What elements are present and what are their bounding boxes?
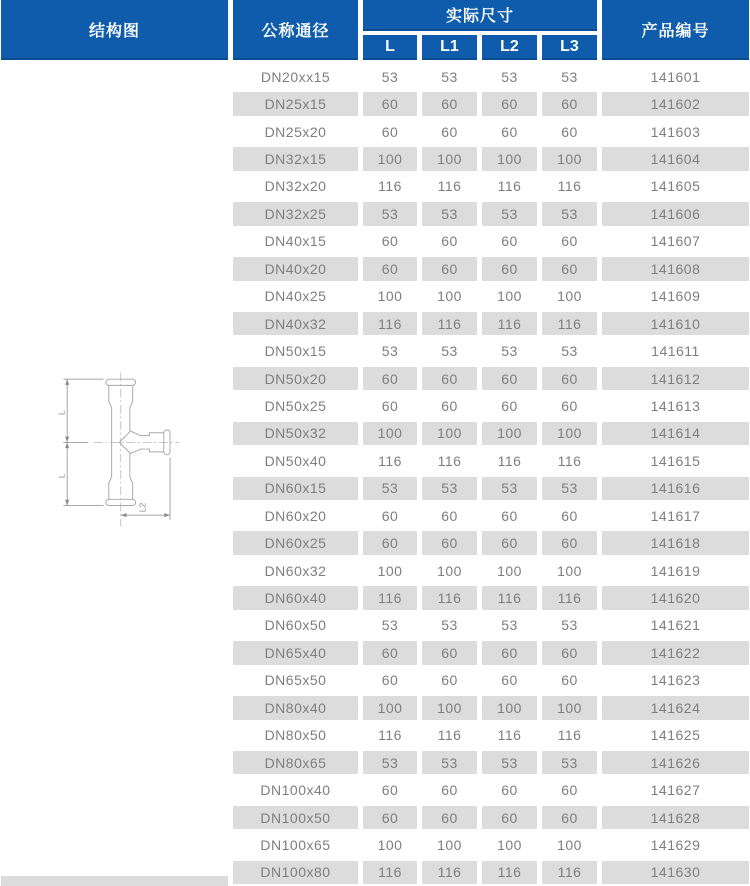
- dim-L3-cell: 53: [542, 477, 597, 500]
- dim-L-cell: 60: [363, 367, 417, 390]
- dim-L3-cell: 53: [542, 751, 597, 774]
- table-row: [233, 502, 749, 529]
- header-dim-L2: L2: [482, 35, 537, 60]
- dim-L1-cell: 100: [437, 288, 462, 305]
- dim-L-cell: 60: [363, 257, 417, 280]
- dim-L3-cell: 100: [542, 696, 597, 719]
- dim-L1-cell: 60: [422, 257, 477, 280]
- dim-L-cell: 53: [381, 68, 399, 85]
- product-code-cell: 141624: [602, 696, 749, 719]
- nominal-diameter-cell: DN80x65: [233, 751, 358, 774]
- product-code-cell: 141610: [602, 312, 749, 335]
- dim-L3-cell: 116: [557, 727, 582, 744]
- nominal-diameter-cell: DN50x15: [264, 343, 327, 360]
- table-row: [233, 173, 749, 200]
- dim-L2-cell: 53: [501, 617, 518, 634]
- dim-L-cell: 116: [378, 727, 402, 744]
- dim-L-cell: 60: [363, 531, 417, 554]
- product-code-cell: 141612: [602, 367, 749, 390]
- dim-L-cell: 100: [377, 288, 403, 305]
- dim-L-cell: 53: [363, 202, 417, 225]
- dim-L1-cell: 60: [441, 672, 458, 689]
- nominal-diameter-cell: DN50x25: [264, 397, 327, 414]
- product-code-cell: 141620: [602, 586, 749, 609]
- dim-L3-cell: 116: [557, 452, 582, 469]
- product-code-cell: 141615: [650, 452, 701, 469]
- nominal-diameter-cell: DN50x32: [233, 422, 358, 445]
- nominal-diameter-cell: DN40x25: [264, 288, 327, 305]
- dim-L3-cell: 116: [557, 178, 582, 195]
- dim-L2-cell: 100: [482, 147, 537, 170]
- dim-L3-cell: 60: [561, 507, 578, 524]
- dim-L2-cell: 60: [482, 92, 537, 115]
- table-row: [233, 255, 749, 282]
- dim-L2-cell: 100: [482, 422, 537, 445]
- nominal-diameter-cell: DN60x20: [264, 507, 327, 524]
- dim-L3-cell: 60: [561, 123, 578, 140]
- header-product-code: 产品编号: [602, 0, 749, 60]
- dim-L2-cell: 60: [501, 507, 518, 524]
- nominal-diameter-cell: DN20xx15: [260, 68, 331, 85]
- dim-L2-cell: 116: [482, 312, 537, 335]
- product-code-cell: 141622: [602, 641, 749, 664]
- product-code-cell: 141604: [602, 147, 749, 170]
- dim-L2-cell: 60: [482, 367, 537, 390]
- dim-L2-cell: 60: [482, 641, 537, 664]
- dim-L1-cell: 60: [422, 92, 477, 115]
- dim-L-cell: 53: [363, 477, 417, 500]
- dim-L-cell: 60: [381, 672, 399, 689]
- dim-L3-cell: 60: [561, 672, 578, 689]
- table-row: [233, 612, 749, 639]
- dim-L-cell: 53: [381, 617, 399, 634]
- product-code-cell: 141630: [602, 861, 749, 884]
- dim-L3-cell: 116: [542, 586, 597, 609]
- dim-L2-cell: 53: [501, 343, 518, 360]
- dim-L-cell: 100: [363, 147, 417, 170]
- header-structure-diagram: 结构图: [1, 0, 228, 60]
- dim-L2-cell: 100: [497, 836, 522, 853]
- dim-L1-cell: 53: [441, 343, 458, 360]
- dim-L-cell: 60: [381, 507, 399, 524]
- dim-L2-cell: 116: [497, 727, 522, 744]
- product-code-cell: 141601: [650, 68, 701, 85]
- dim-L2-cell: 60: [501, 123, 518, 140]
- dim-L-cell: 116: [363, 586, 417, 609]
- nominal-diameter-cell: DN65x50: [264, 672, 327, 689]
- table-row: [233, 749, 749, 776]
- nominal-diameter-cell: DN80x50: [264, 727, 327, 744]
- dim-L-cell: 116: [363, 312, 417, 335]
- dim-L2-cell: 53: [482, 202, 537, 225]
- dim-L3-cell: 60: [542, 92, 597, 115]
- header-dim-L: L: [363, 35, 417, 60]
- dim-L3-cell: 100: [557, 836, 582, 853]
- dim-L3-cell: 60: [561, 782, 578, 799]
- dim-L1-cell: 116: [437, 727, 462, 744]
- dim-L2-cell: 60: [501, 233, 518, 250]
- dim-L1-cell: 60: [441, 123, 458, 140]
- nominal-diameter-cell: DN40x20: [233, 257, 358, 280]
- table-row: [233, 639, 749, 666]
- dim-L1-cell: 100: [422, 422, 477, 445]
- nominal-diameter-cell: DN32x20: [264, 178, 327, 195]
- nominal-diameter-cell: DN65x40: [233, 641, 358, 664]
- table-row: [233, 118, 749, 145]
- dim-L1-cell: 100: [422, 696, 477, 719]
- table-row: [233, 392, 749, 419]
- dim-L-cell: 60: [363, 92, 417, 115]
- dim-L2-cell: 60: [501, 782, 518, 799]
- dim-L3-cell: 60: [561, 233, 578, 250]
- dim-L3-cell: 60: [542, 257, 597, 280]
- dim-L1-cell: 116: [422, 861, 477, 884]
- table-row: [233, 283, 749, 310]
- dim-L1-cell: 60: [422, 367, 477, 390]
- dim-L2-cell: 60: [482, 806, 537, 829]
- dim-L3-cell: 53: [561, 343, 578, 360]
- table-row: [233, 228, 749, 255]
- dim-L-cell: 53: [363, 751, 417, 774]
- product-code-cell: 141628: [602, 806, 749, 829]
- nominal-diameter-cell: DN100x65: [260, 836, 331, 853]
- dim-L3-cell: 53: [561, 68, 578, 85]
- dim-L1-cell: 53: [422, 751, 477, 774]
- product-code-cell: 141608: [602, 257, 749, 280]
- dim-L1-cell: 116: [422, 586, 477, 609]
- table-row: [233, 475, 749, 502]
- structure-cell-bottom-strip: [1, 876, 228, 886]
- nominal-diameter-cell: DN100x50: [233, 806, 358, 829]
- table-rows: [233, 63, 749, 886]
- dim-L3-cell: 53: [542, 202, 597, 225]
- header-dim-subcolumns: [363, 35, 597, 60]
- dim-L1-cell: 116: [437, 452, 462, 469]
- product-code-cell: 141616: [602, 477, 749, 500]
- dim-L1-cell: 100: [422, 147, 477, 170]
- structure-diagram-cell: [1, 63, 228, 886]
- product-code-cell: 141613: [650, 397, 701, 414]
- table-row: [233, 529, 749, 556]
- table-row: [233, 337, 749, 364]
- dim-L1-cell: 53: [422, 202, 477, 225]
- product-code-cell: 141621: [650, 617, 701, 634]
- tee-fitting-diagram-icon: [48, 366, 182, 534]
- dim-L3-cell: 60: [542, 531, 597, 554]
- table-row: [233, 365, 749, 392]
- dim-L-cell: 60: [363, 641, 417, 664]
- dim-L2-cell: 60: [501, 397, 518, 414]
- dim-L3-cell: 100: [542, 147, 597, 170]
- dim-L2-cell: 100: [497, 562, 522, 579]
- dim-L2-cell: 60: [482, 257, 537, 280]
- product-code-cell: 141629: [650, 836, 701, 853]
- header-actual-size: 实际尺寸: [363, 0, 597, 31]
- dim-L1-cell: 53: [441, 68, 458, 85]
- dim-L1-cell: 60: [441, 782, 458, 799]
- dim-L1-cell: 60: [422, 806, 477, 829]
- product-code-cell: 141627: [650, 782, 701, 799]
- product-code-cell: 141619: [650, 562, 701, 579]
- dim-L2-cell: 53: [501, 68, 518, 85]
- dim-L3-cell: 60: [542, 367, 597, 390]
- product-code-cell: 141623: [650, 672, 701, 689]
- dim-L1-cell: 100: [437, 836, 462, 853]
- dim-label-L-lower: L: [55, 473, 66, 479]
- dim-L-cell: 60: [381, 782, 399, 799]
- dim-L-cell: 116: [363, 861, 417, 884]
- table-row: [233, 776, 749, 803]
- nominal-diameter-cell: DN50x40: [264, 452, 327, 469]
- nominal-diameter-cell: DN25x15: [233, 92, 358, 115]
- product-code-cell: 141603: [650, 123, 701, 140]
- dim-L1-cell: 60: [441, 233, 458, 250]
- dim-L3-cell: 116: [542, 312, 597, 335]
- nominal-diameter-cell: DN100x40: [260, 782, 331, 799]
- nominal-diameter-cell: DN60x32: [264, 562, 327, 579]
- nominal-diameter-cell: DN50x20: [233, 367, 358, 390]
- dim-L1-cell: 60: [422, 531, 477, 554]
- dim-label-L-upper: L: [55, 410, 66, 416]
- product-code-cell: 141605: [650, 178, 701, 195]
- table-row: [233, 145, 749, 172]
- table-body: [1, 63, 749, 886]
- table-row: [233, 200, 749, 227]
- dim-L-cell: 116: [378, 452, 402, 469]
- product-code-cell: 141625: [650, 727, 701, 744]
- table-row: [233, 694, 749, 721]
- table-row: [233, 63, 749, 90]
- dim-L2-cell: 100: [482, 696, 537, 719]
- dim-L2-cell: 116: [497, 452, 522, 469]
- table-row: [233, 90, 749, 117]
- dim-L2-cell: 100: [497, 288, 522, 305]
- table-row: [233, 310, 749, 337]
- product-code-cell: 141602: [602, 92, 749, 115]
- table-row: [233, 831, 749, 858]
- dim-L1-cell: 116: [437, 178, 462, 195]
- dim-L-cell: 60: [363, 806, 417, 829]
- dim-L-cell: 53: [381, 343, 399, 360]
- nominal-diameter-cell: DN60x40: [233, 586, 358, 609]
- dim-L2-cell: 60: [501, 672, 518, 689]
- table-row: [233, 584, 749, 611]
- dim-L1-cell: 60: [441, 507, 458, 524]
- nominal-diameter-cell: DN80x40: [233, 696, 358, 719]
- dim-L1-cell: 53: [441, 617, 458, 634]
- dim-L2-cell: 116: [482, 586, 537, 609]
- product-code-cell: 141617: [650, 507, 701, 524]
- dim-L2-cell: 116: [482, 861, 537, 884]
- product-code-cell: 141609: [650, 288, 701, 305]
- product-code-cell: 141607: [650, 233, 701, 250]
- dim-L1-cell: 53: [422, 477, 477, 500]
- product-code-cell: 141606: [602, 202, 749, 225]
- dim-L3-cell: 100: [542, 422, 597, 445]
- nominal-diameter-cell: DN60x25: [233, 531, 358, 554]
- table-row: [233, 420, 749, 447]
- dim-L1-cell: 60: [422, 641, 477, 664]
- nominal-diameter-cell: DN40x32: [233, 312, 358, 335]
- table-row: [233, 722, 749, 749]
- table-row: [233, 859, 749, 886]
- dim-L-cell: 100: [377, 836, 403, 853]
- nominal-diameter-cell: DN40x15: [264, 233, 327, 250]
- nominal-diameter-cell: DN100x80: [233, 861, 358, 884]
- header-dim-L1: L1: [422, 35, 477, 60]
- dim-L-cell: 60: [381, 123, 399, 140]
- header-actual-size-group: [363, 0, 597, 60]
- dim-L-cell: 60: [381, 397, 399, 414]
- dim-L2-cell: 60: [482, 531, 537, 554]
- nominal-diameter-cell: DN60x15: [233, 477, 358, 500]
- dim-label-L2-branch: L2: [137, 502, 148, 513]
- dim-L3-cell: 60: [561, 397, 578, 414]
- dim-L3-cell: 53: [561, 617, 578, 634]
- table-row: [233, 557, 749, 584]
- dim-L3-cell: 60: [542, 806, 597, 829]
- product-code-cell: 141611: [651, 343, 700, 360]
- nominal-diameter-cell: DN60x50: [264, 617, 327, 634]
- dim-L2-cell: 116: [497, 178, 522, 195]
- table-header: [1, 0, 749, 60]
- dim-L-cell: 100: [377, 562, 403, 579]
- dim-L-cell: 116: [378, 178, 402, 195]
- dim-L3-cell: 100: [557, 562, 582, 579]
- table-row: [233, 447, 749, 474]
- nominal-diameter-cell: DN32x15: [233, 147, 358, 170]
- header-nominal-diameter: 公称通径: [233, 0, 358, 60]
- dim-L1-cell: 60: [441, 397, 458, 414]
- header-dim-L3: L3: [542, 35, 597, 60]
- nominal-diameter-cell: DN25x20: [264, 123, 327, 140]
- table-row: [233, 804, 749, 831]
- dim-L1-cell: 116: [422, 312, 477, 335]
- dim-L-cell: 60: [381, 233, 399, 250]
- dim-L-cell: 100: [363, 422, 417, 445]
- product-code-cell: 141626: [602, 751, 749, 774]
- product-code-cell: 141614: [602, 422, 749, 445]
- dim-L3-cell: 60: [542, 641, 597, 664]
- dim-L3-cell: 116: [542, 861, 597, 884]
- dim-L1-cell: 100: [437, 562, 462, 579]
- product-code-cell: 141618: [602, 531, 749, 554]
- nominal-diameter-cell: DN32x25: [233, 202, 358, 225]
- dim-L3-cell: 100: [557, 288, 582, 305]
- table-row: [233, 667, 749, 694]
- dim-L-cell: 100: [363, 696, 417, 719]
- dim-L2-cell: 53: [482, 477, 537, 500]
- dim-L2-cell: 53: [482, 751, 537, 774]
